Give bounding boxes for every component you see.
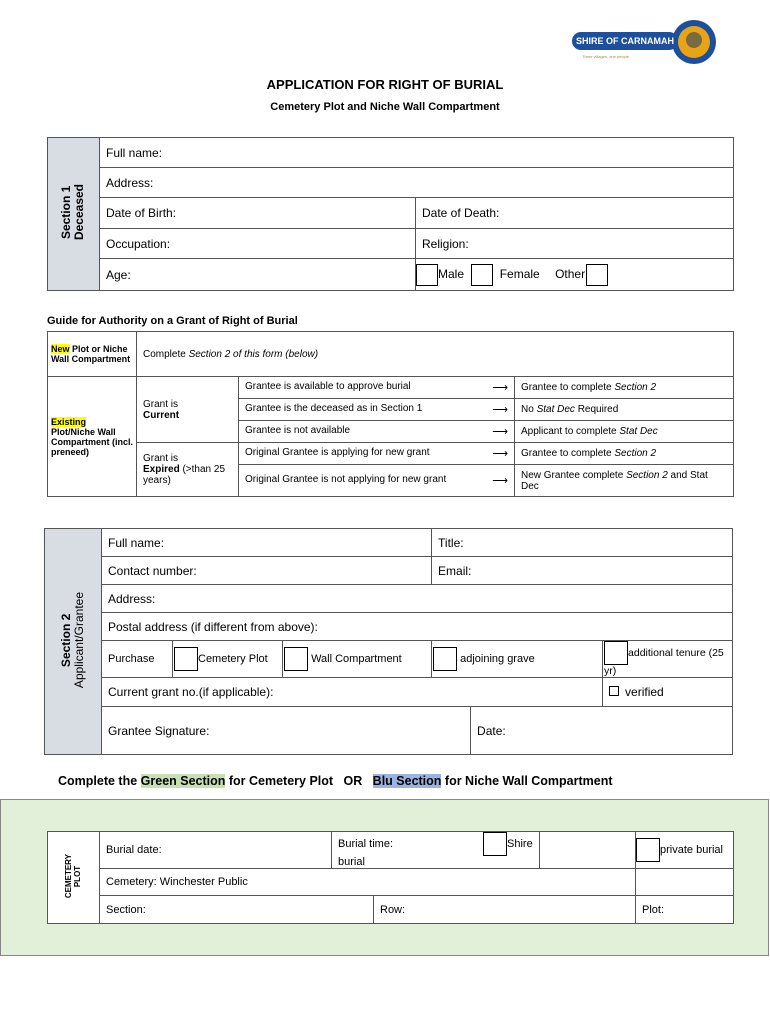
email-field[interactable]: Email: — [432, 557, 733, 585]
cemetery-plot-header: CEMETERY PLOT — [48, 832, 100, 924]
section1-header: Section 1 Deceased — [48, 138, 100, 291]
guide-result: Applicant to complete Stat Dec — [515, 421, 734, 443]
other-checkbox[interactable] — [586, 264, 608, 286]
adjoining-grave-label: adjoining grave — [460, 652, 535, 665]
verified-label: verified — [625, 685, 664, 699]
cemetery-plot-label: Cemetery Plot — [198, 652, 268, 665]
burial-time-field[interactable]: Burial time: Shire burial — [332, 832, 540, 869]
date-of-birth-field[interactable]: Date of Birth: — [100, 198, 416, 229]
adjoining-grave-option — [432, 641, 603, 678]
guide-condition: Grantee is the deceased as in Section 1 ⟶ — [239, 399, 515, 421]
date-of-death-field[interactable]: Date of Death: — [416, 198, 734, 229]
additional-tenure-label: additional tenure (25 yr) — [604, 646, 724, 677]
grant-expired-label: Grant is Expired (>than 25 years) — [137, 443, 239, 497]
new-plot-instruction: Complete Section 2 of this form (below) — [137, 332, 734, 377]
occupation-field[interactable]: Occupation: — [100, 229, 416, 259]
section-field[interactable]: Section: — [100, 896, 374, 924]
deceased-address-field[interactable]: Address: — [100, 168, 734, 198]
guide-condition: Grantee is not available ⟶ — [239, 421, 515, 443]
additional-tenure-option — [603, 641, 733, 678]
wall-compartment-label: Wall Compartment — [311, 652, 402, 665]
grant-current-label: Grant is Current — [137, 377, 239, 443]
empty-cell — [636, 869, 734, 896]
adjoining-grave-checkbox[interactable] — [433, 647, 457, 671]
guide-table — [47, 331, 734, 497]
additional-tenure-checkbox[interactable] — [604, 641, 628, 665]
private-burial-label: private burial — [660, 843, 723, 856]
new-plot-label: New Plot or Niche Wall Compartment — [48, 332, 137, 377]
guide-condition: Original Grantee is applying for new grant ⟶ — [239, 443, 515, 465]
existing-plot-label: Existing Plot/Niche Wall Compartment (incl. preneed) — [48, 377, 137, 497]
guide-result: Grantee to complete Section 2 — [515, 443, 734, 465]
guide-condition: Grantee is available to approve burial ⟶ — [239, 377, 515, 399]
signature-date-field[interactable]: Date: — [471, 707, 733, 755]
sex-options — [416, 259, 734, 291]
female-checkbox[interactable] — [471, 264, 493, 286]
age-field[interactable]: Age: — [100, 259, 416, 291]
guide-condition: ⟶ Original Grantee is not applying for new grant — [239, 465, 515, 497]
other-label: Other — [555, 266, 586, 281]
applicant-full-name-field[interactable]: Full name: — [102, 529, 432, 557]
section2-header: Section 2 Applicant/Grantee — [45, 529, 102, 755]
wall-compartment-checkbox[interactable] — [284, 647, 308, 671]
cemetery-plot-checkbox[interactable] — [174, 647, 198, 671]
grantee-signature-field[interactable]: Grantee Signature: — [102, 707, 471, 755]
shire-logo — [568, 18, 720, 68]
logo-name: SHIRE OF CARNAMAH — [576, 36, 674, 46]
shire-burial-checkbox[interactable] — [483, 832, 507, 856]
purchase-label: Purchase — [102, 641, 173, 678]
guide-result: Grantee to complete Section 2 — [515, 377, 734, 399]
guide-result: No Stat Dec Required — [515, 399, 734, 421]
page-title: APPLICATION FOR RIGHT OF BURIAL — [266, 77, 504, 92]
plot-field[interactable]: Plot: — [636, 896, 734, 924]
section-choice-instruction: Complete the Green Section for Cemetery Plot OR Blu Section for Niche Wall Compartment — [58, 774, 613, 788]
contact-number-field[interactable]: Contact number: — [102, 557, 432, 585]
section2-table — [44, 528, 733, 755]
cemetery-name-field: Cemetery: Winchester Public — [100, 869, 636, 896]
verified-checkbox[interactable] — [609, 686, 619, 696]
row-field[interactable]: Row: — [374, 896, 636, 924]
private-burial-option — [636, 832, 734, 869]
logo-tagline: Three villages, one people — [582, 54, 629, 59]
page-subtitle: Cemetery Plot and Niche Wall Compartment — [270, 101, 500, 113]
guide-result: New Grantee complete Section 2 and Stat Dec — [515, 465, 734, 497]
burial-date-field[interactable]: Burial date: — [100, 832, 332, 869]
spacer — [540, 832, 636, 869]
section1-table — [47, 137, 734, 291]
cemetery-plot-option — [173, 641, 283, 678]
private-burial-checkbox[interactable] — [636, 838, 660, 862]
applicant-title-field[interactable]: Title: — [432, 529, 733, 557]
current-grant-field[interactable]: Current grant no.(if applicable): — [102, 678, 603, 707]
male-checkbox[interactable] — [416, 264, 438, 286]
deceased-full-name-field[interactable]: Full name: — [100, 138, 734, 168]
cemetery-plot-table — [47, 831, 734, 924]
guide-title: Guide for Authority on a Grant of Right of Burial — [47, 315, 298, 327]
applicant-address-field[interactable]: Address: — [102, 585, 733, 613]
wall-compartment-option — [283, 641, 432, 678]
verified-option — [603, 678, 733, 707]
religion-field[interactable]: Religion: — [416, 229, 734, 259]
postal-address-field[interactable]: Postal address (if different from above): — [102, 613, 733, 641]
male-label: Male — [438, 266, 465, 281]
female-label: Female — [499, 266, 540, 281]
shire-burial-label: Shire burial — [338, 837, 533, 868]
